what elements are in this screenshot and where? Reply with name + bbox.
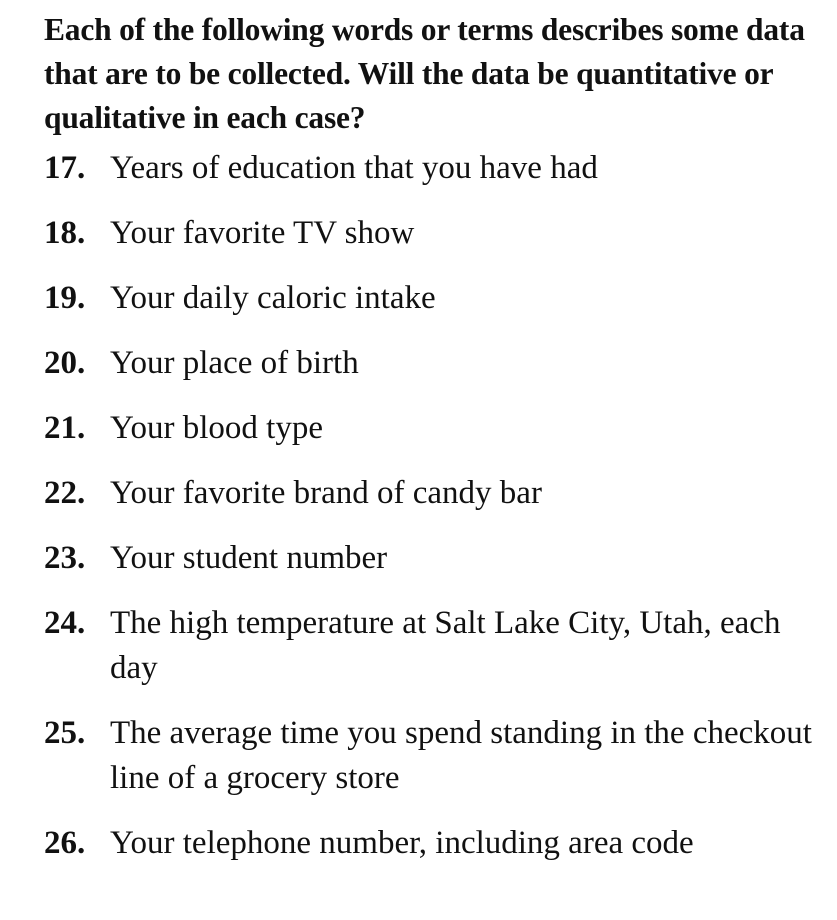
exercise-number: 21.	[44, 410, 86, 446]
exercise-item-25	[44, 711, 824, 801]
exercise-text: Your daily caloric intake	[110, 280, 436, 316]
exercise-text: Your favorite brand of candy bar	[110, 475, 542, 511]
exercise-text: Years of education that you have had	[110, 150, 598, 186]
exercise-item-20	[44, 341, 824, 386]
exercise-item-24	[44, 601, 824, 691]
exercise-number: 24.	[44, 605, 86, 641]
instructions-heading: Each of the following words or terms describes some data that are to be collected. Will the data be quantitative or qualitative in each case?	[44, 12, 805, 135]
exercise-item-22	[44, 471, 824, 516]
exercise-text: Your favorite TV show	[110, 215, 415, 251]
exercise-number: 20.	[44, 345, 86, 381]
exercise-text: The high temperature at Salt Lake City, Utah, each day	[110, 605, 781, 686]
exercise-item-19	[44, 276, 824, 321]
exercise-number: 19.	[44, 280, 86, 316]
exercise-number: 22.	[44, 475, 86, 511]
exercise-number: 25.	[44, 715, 86, 751]
exercise-item-26	[44, 821, 824, 866]
exercise-page	[44, 8, 824, 886]
exercise-number: 26.	[44, 825, 86, 861]
exercise-item-21	[44, 406, 824, 451]
exercise-number: 23.	[44, 540, 86, 576]
exercise-text: Your place of birth	[110, 345, 359, 381]
exercise-text: The average time you spend standing in the checkout line of a grocery store	[110, 715, 812, 796]
exercise-item-23	[44, 536, 824, 581]
exercise-item-18	[44, 211, 824, 256]
exercise-text: Your student number	[110, 540, 388, 576]
exercise-number: 17.	[44, 150, 86, 186]
exercise-text: Your blood type	[110, 410, 324, 446]
exercise-number: 18.	[44, 215, 86, 251]
exercise-item-17	[44, 146, 824, 191]
exercise-list	[44, 146, 824, 866]
exercise-text: Your telephone number, including area code	[110, 825, 694, 861]
